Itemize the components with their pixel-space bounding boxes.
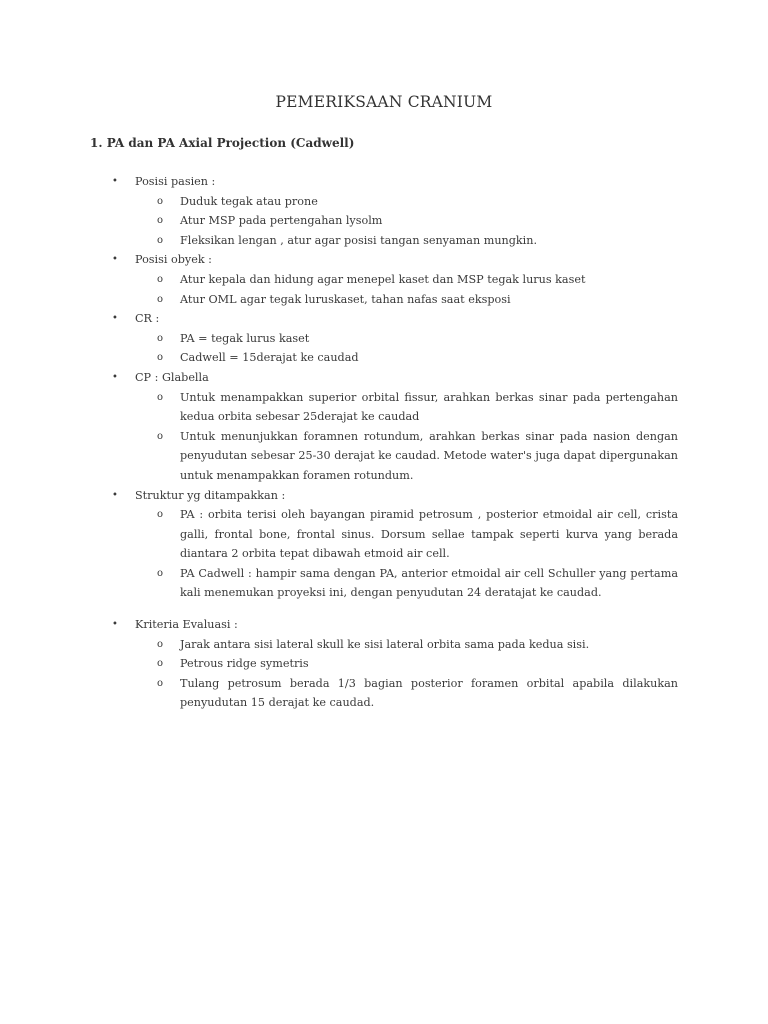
list-item-label: CR : <box>135 312 160 326</box>
list-item-cr <box>0 309 768 368</box>
list-item-label: Kriteria Evaluasi : <box>135 618 238 632</box>
sub-list-item <box>157 290 678 310</box>
sub-bullet-icon: o <box>157 332 164 344</box>
sub-list <box>135 192 768 251</box>
sub-bullet-icon: o <box>157 195 164 207</box>
sub-list <box>135 329 768 368</box>
sub-list-item <box>157 654 678 674</box>
sub-list-item <box>157 564 678 603</box>
list-item-posisi-obyek <box>0 250 768 309</box>
sub-bullet-icon: o <box>157 677 164 689</box>
bullet-icon: • <box>112 489 118 501</box>
document-body <box>0 172 768 713</box>
list-item-label: CP : Glabella <box>135 370 209 384</box>
sub-bullet-icon: o <box>157 293 164 305</box>
sub-list-item-text: Cadwell = 15derajat ke caudad <box>180 351 359 365</box>
sub-list-item-text: Tulang petrosum berada 1/3 bagian posterior foramen orbital apabila dilakukan penyudutan 15 derajat ke caudad. <box>180 676 678 710</box>
list-item-kriteria <box>0 615 768 713</box>
sub-bullet-icon: o <box>157 658 164 670</box>
sub-list-item-text: Fleksikan lengan , atur agar posisi tangan senyaman mungkin. <box>180 233 538 247</box>
sub-list <box>135 388 768 486</box>
sub-list-item-text: Petrous ridge symetris <box>180 657 309 671</box>
sub-list-item-text: Jarak antara sisi lateral skull ke sisi lateral orbita sama pada kedua sisi. <box>180 637 590 651</box>
sub-bullet-icon: o <box>157 234 164 246</box>
sub-bullet-icon: o <box>157 273 164 285</box>
sub-list <box>135 505 768 603</box>
sub-list-item <box>157 192 678 212</box>
sub-list-item <box>157 635 678 655</box>
sub-list <box>135 635 768 713</box>
sub-list-item <box>157 674 678 713</box>
sub-bullet-icon: o <box>157 215 164 227</box>
sub-list-item <box>157 348 678 368</box>
sub-list-item-text: PA = tegak lurus kaset <box>180 331 310 345</box>
sub-list <box>135 270 768 309</box>
sub-bullet-icon: o <box>157 638 164 650</box>
list-item-label: Posisi obyek : <box>135 253 212 267</box>
sub-list-item-text: Atur OML agar tegak luruskaset, tahan nafas saat eksposi <box>180 292 511 306</box>
sub-bullet-icon: o <box>157 391 164 403</box>
sub-list-item <box>157 270 678 290</box>
document-title: PEMERIKSAAN CRANIUM <box>275 93 493 111</box>
sub-bullet-icon: o <box>157 430 164 442</box>
sub-list-item <box>157 231 678 251</box>
sub-list-item-text: Atur MSP pada pertengahan lysolm <box>180 214 383 228</box>
sub-bullet-icon: o <box>157 352 164 364</box>
bullet-list <box>0 172 768 713</box>
bullet-icon: • <box>112 619 118 631</box>
sub-list-item <box>157 211 678 231</box>
sub-list-item-text: Untuk menunjukkan foramnen rotundum, arahkan berkas sinar pada nasion dengan penyudutan sebesar 25-30 derajat ke caudad. Metode water's juga dapat dipergunakan untuk menampakkan foramen rotundum. <box>180 429 678 482</box>
sub-list-item-text: PA : orbita terisi oleh bayangan piramid petrosum , posterior etmoidal air cell, crista galli, frontal bone, frontal sinus. Dorsum sellae tampak seperti kurva yang berada diantara 2 orbita tepat dibawah etmoid air cell. <box>180 508 678 561</box>
sub-list-item-text: Duduk tegak atau prone <box>180 194 318 208</box>
list-item-label: Struktur yg ditampakkan : <box>135 488 286 502</box>
sub-list-item <box>157 388 678 427</box>
sub-list-item-text: Atur kepala dan hidung agar menepel kaset dan MSP tegak lurus kaset <box>180 272 586 286</box>
sub-list-item-text: Untuk menampakkan superior orbital fissur, arahkan berkas sinar pada pertengahan kedua orbita sebesar 25derajat ke caudad <box>180 390 678 424</box>
sub-bullet-icon: o <box>157 567 164 579</box>
sub-list-item-text: PA Cadwell : hampir sama dengan PA, anterior etmoidal air cell Schuller yang pertama kali menemukan proyeksi ini, dengan penyudutan 24 deratajat ke caudad. <box>180 566 678 600</box>
list-item-posisi-pasien <box>0 172 768 250</box>
sub-list-item <box>157 329 678 349</box>
bullet-icon: • <box>112 176 118 187</box>
bullet-icon: • <box>112 313 118 325</box>
sub-list-item <box>157 505 678 564</box>
list-item-struktur <box>0 486 768 604</box>
list-item-label: Posisi pasien : <box>135 175 216 188</box>
sub-list-item <box>157 427 678 486</box>
bullet-icon: • <box>112 371 118 383</box>
bullet-icon: • <box>112 254 118 266</box>
section-heading: 1. PA dan PA Axial Projection (Cadwell) <box>90 136 355 150</box>
list-item-cp <box>0 368 768 486</box>
sub-bullet-icon: o <box>157 509 164 521</box>
